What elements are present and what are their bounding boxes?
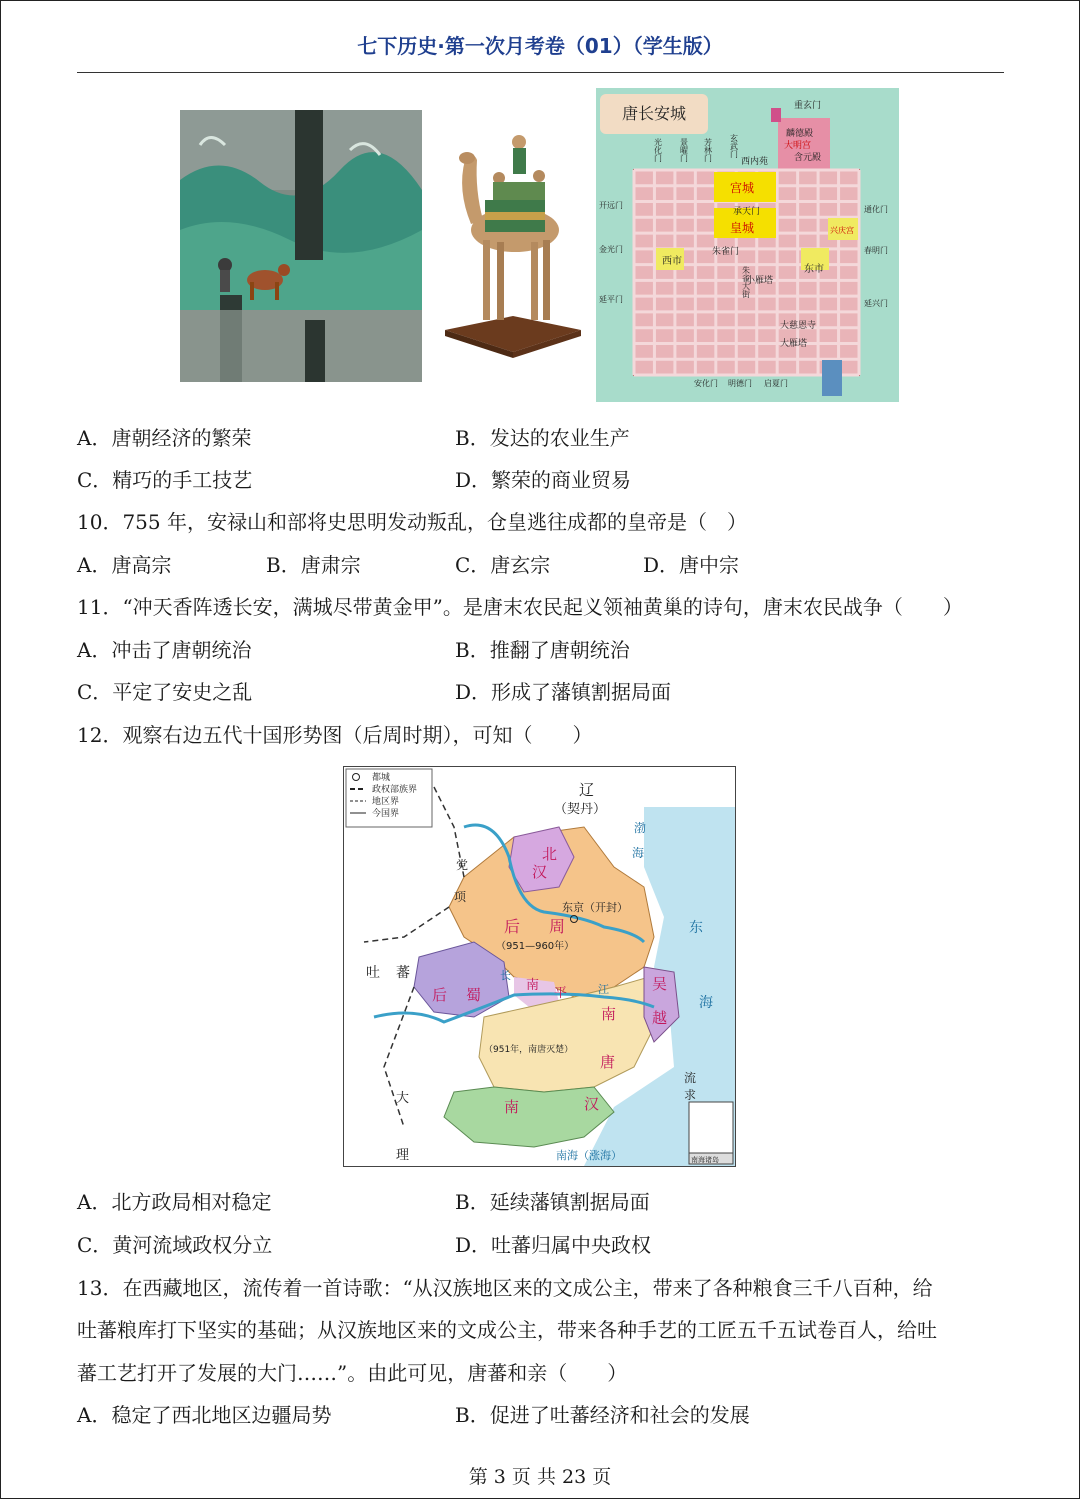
q12-option-a[interactable]: A．北方政局相对稳定 — [77, 1190, 272, 1214]
map-label-beihan: 汉 — [532, 863, 548, 881]
q10-stem: 10．755 年，安禄山和部将史思明发动叛乱，仓皇逃往成都的皇帝是（ ） — [77, 510, 747, 534]
q13-stem-line2: 吐蕃粮库打下坚实的基础；从汉族地区来的文成公主，带来各种手艺的工匠五千五试卷百人，给吐 — [77, 1318, 937, 1342]
map-label-nantang: 唐 — [600, 1053, 616, 1071]
q10-option-b[interactable]: B．唐肃宗 — [266, 553, 361, 577]
map-label: 西内苑 — [741, 157, 769, 167]
q9-option-c[interactable]: C．精巧的手工技艺 — [77, 468, 253, 492]
q11-option-a[interactable]: A．冲击了唐朝统治 — [77, 638, 252, 662]
map-label: 通化门 — [864, 205, 888, 214]
page-header-title: 七下历史·第一次月考卷（01）（学生版） — [357, 34, 723, 58]
q13-stem-line1: 13．在西藏地区，流传着一首诗歌：“从汉族地区来的文成公主，带来了各种粮食三千八百种，给 — [77, 1276, 933, 1300]
map-label-nantang: 南 — [601, 1005, 617, 1023]
q10-option-a[interactable]: A．唐高宗 — [77, 553, 172, 577]
map-label-houzhou: 后 — [504, 917, 521, 936]
legend-region-border: 地区界 — [372, 797, 400, 807]
map-label: 大雁塔 — [780, 339, 808, 349]
map-label-chu-note: （951年，南唐灭楚） — [484, 1045, 574, 1055]
page-number: 第 3 页 共 23 页 — [468, 1466, 612, 1488]
map-label: 芳林门 — [703, 138, 713, 162]
q9-option-d[interactable]: D．繁荣的商业贸易 — [455, 468, 632, 492]
map-label-nanping: 平 — [554, 986, 568, 1001]
q13-option-b[interactable]: B．促进了吐蕃经济和社会的发展 — [455, 1403, 750, 1427]
map-label-houshu: 蜀 — [466, 986, 482, 1004]
q12-option-c[interactable]: C．黄河流域政权分立 — [77, 1233, 273, 1257]
q10-option-d[interactable]: D．唐中宗 — [643, 553, 740, 577]
mural-image — [180, 110, 422, 382]
q9-option-a[interactable]: A．唐朝经济的繁荣 — [77, 426, 252, 450]
map-label-dali: 大 — [396, 1091, 410, 1106]
map-label-beihan: 北 — [542, 845, 558, 863]
map-label: 党 — [456, 858, 469, 872]
map-label-donghai: 海 — [699, 995, 713, 1011]
q10-option-c[interactable]: C．唐玄宗 — [455, 553, 551, 577]
map-label: 春明门 — [864, 246, 888, 255]
map-label-nanhan: 南 — [504, 1098, 520, 1116]
q13-option-a[interactable]: A．稳定了西北地区边疆局势 — [77, 1403, 332, 1427]
map-label: 承天门 — [733, 207, 761, 217]
map-label: 小雁塔 — [746, 276, 774, 286]
map-label-bohai: 海 — [632, 846, 645, 860]
five-dynasties-map — [343, 766, 736, 1167]
q11-option-c[interactable]: C．平定了安史之乱 — [77, 680, 253, 704]
map-label: 长 — [500, 969, 511, 982]
map-label-nanhan: 汉 — [584, 1095, 600, 1113]
map-label-houshu: 后 — [432, 986, 448, 1004]
map-label: 大慈恩寺 — [780, 321, 817, 331]
map-label-houzhou: 周 — [549, 917, 566, 936]
map-label: 东市 — [804, 264, 824, 275]
map-label-donghai: 东 — [689, 920, 703, 936]
map-label: 延兴门 — [864, 299, 888, 308]
q12-option-b[interactable]: B．延续藩镇割据局面 — [455, 1190, 650, 1214]
map-label-nanhai: 南海（涨海） — [556, 1149, 622, 1162]
q13-stem-line3: 蕃工艺打开了发展的大门……”。由此可见，唐蕃和亲（ ） — [77, 1361, 628, 1385]
q12-stem: 12．观察右边五代十国形势图（后周时期），可知（ ） — [77, 723, 593, 747]
map-label-dali: 理 — [396, 1148, 410, 1163]
map-label-tubo: 蕃 — [396, 965, 410, 981]
map-label-houzhou-years: （951—960年） — [496, 941, 575, 952]
map-label-wuyue: 越 — [652, 1009, 668, 1027]
map-label-bohai: 渤 — [634, 821, 647, 835]
map-inset-label: 南海诸岛 — [691, 1156, 719, 1164]
map-label: 宫城 — [730, 181, 755, 195]
map-label-wuyue: 吴 — [652, 975, 668, 993]
map-label: 延平门 — [599, 295, 623, 304]
map-label-liao: 辽 — [579, 781, 595, 799]
map-label-qidan: （契丹） — [554, 802, 607, 817]
map-label: 大明宫 — [784, 141, 812, 151]
map-label: 朱雀大街 — [741, 266, 751, 298]
legend-regime-border: 政权部族界 — [372, 785, 418, 795]
map-label: 项 — [454, 890, 467, 904]
map-label-liuqiu: 求 — [684, 1088, 697, 1102]
changan-city-map — [596, 88, 899, 402]
map-label: 开远门 — [599, 201, 623, 210]
q11-option-d[interactable]: D．形成了藩镇割据局面 — [455, 680, 672, 704]
q11-stem: 11．“冲天香阵透长安，满城尽带黄金甲”。是唐末农民起义领袖黄巢的诗句，唐末农民战争（ ） — [77, 595, 963, 619]
map-label: 朱雀门 — [712, 247, 740, 257]
map-label: 兴庆宫 — [830, 226, 854, 235]
map-label-liuqiu: 流 — [684, 1071, 697, 1085]
map-label: 麟德殿 — [786, 129, 814, 139]
map-label: 启夏门 — [764, 379, 788, 388]
map-label: 重玄门 — [794, 101, 822, 111]
map-label: 金光门 — [599, 245, 623, 254]
map-label: 安化门 — [694, 379, 718, 388]
map-label-tubo: 吐 — [366, 965, 380, 981]
camel-figurine-image — [443, 120, 583, 358]
map-label: 西市 — [662, 256, 682, 267]
map-label: 皇城 — [730, 221, 755, 235]
legend-modern-border: 今国界 — [372, 809, 400, 819]
q9-option-b[interactable]: B．发达的农业生产 — [455, 426, 630, 450]
q11-option-b[interactable]: B．推翻了唐朝统治 — [455, 638, 630, 662]
map-label-dongjing: 东京（开封） — [562, 901, 628, 914]
changan-title: 唐长安城 — [621, 104, 687, 123]
legend-capital: 都城 — [372, 773, 391, 783]
map-label-nanping: 南 — [526, 978, 540, 993]
map-label: 光化门 — [653, 138, 663, 162]
q12-option-d[interactable]: D．吐蕃归属中央政权 — [455, 1233, 652, 1257]
map-label: 明德门 — [728, 379, 752, 388]
map-label: 景曜门 — [679, 138, 689, 162]
header-rule — [77, 72, 1004, 73]
map-label: 江 — [598, 983, 609, 996]
map-label: 玄武门 — [729, 134, 739, 158]
map-label: 含元殿 — [794, 153, 822, 163]
